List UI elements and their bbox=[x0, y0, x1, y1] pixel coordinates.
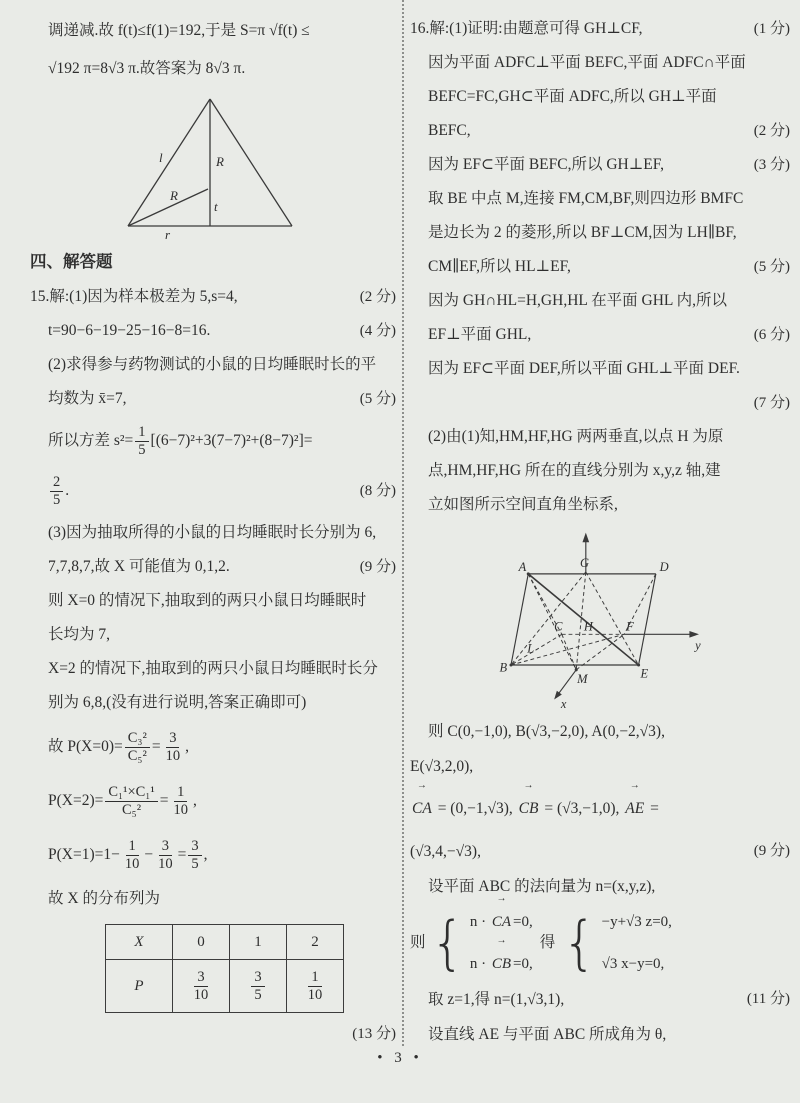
formula: 所以方差 s²= $\frac{1}{5}$ [(6−7)²+3(7−7)²+(8−7)²]= bbox=[48, 423, 313, 458]
formula: P(X=1)=1− $\frac{1}{10}$ − $\frac{3}{10}$ = $\frac{3}{5}$ , bbox=[48, 837, 208, 872]
line-text: (3)因为抽取所得的小鼠的日均睡眠时长分别为 6, bbox=[48, 524, 377, 541]
solution-line bbox=[410, 488, 790, 522]
solution-line bbox=[30, 618, 396, 652]
table-cell: 0 bbox=[173, 925, 230, 960]
formula-line bbox=[30, 774, 396, 828]
coordinate-figure bbox=[410, 524, 790, 712]
solution-line bbox=[410, 1017, 790, 1052]
system-connector: 得 bbox=[539, 934, 556, 951]
score-label: (2 分) bbox=[753, 123, 790, 139]
line-text: X=2 的情况下,抽取到的两只小鼠日均睡眠时长分 bbox=[48, 660, 378, 677]
line-text: 取 BE 中点 M,连接 FM,CM,BF,则四边形 BMFC bbox=[428, 190, 744, 207]
distribution-table bbox=[105, 924, 344, 1013]
solution-line bbox=[410, 454, 790, 488]
line-text: 16.解:(1)证明:由题意可得 GH⊥CF, bbox=[410, 20, 643, 37]
score-label: (2 分) bbox=[359, 289, 396, 305]
line-text: 均数为 x̄=7, bbox=[48, 390, 127, 407]
table-cell: 1 bbox=[230, 925, 287, 960]
vertex-label-c: C bbox=[554, 619, 563, 634]
vertex-label-a: A bbox=[518, 560, 527, 574]
vertex-label-d: D bbox=[659, 560, 669, 574]
table-cell: 2 bbox=[287, 925, 344, 960]
left-brace: { bbox=[430, 908, 465, 977]
equation-system-line bbox=[410, 904, 790, 982]
score-label: (7 分) bbox=[753, 395, 790, 411]
solution-line bbox=[410, 749, 790, 784]
formula-line bbox=[410, 784, 790, 834]
line-text: 15.解:(1)因为样本极差为 5,s=4, bbox=[30, 288, 238, 305]
line-text: BEFC, bbox=[428, 122, 471, 139]
line-text: √192 π=8√3 π.故答案为 8√3 π. bbox=[48, 60, 246, 77]
score-label: (3 分) bbox=[753, 157, 790, 173]
left-brace: { bbox=[562, 908, 597, 977]
line-text: EF⊥平面 GHL, bbox=[428, 326, 532, 343]
system-prefix: 则 bbox=[410, 934, 426, 951]
vertex-label-e: E bbox=[640, 666, 649, 681]
radius-lower-label: R bbox=[170, 188, 178, 203]
table-row bbox=[106, 925, 344, 960]
line-text: (2)求得参与药物测试的小鼠的日均睡眠时长的平 bbox=[48, 356, 377, 373]
solution-line bbox=[30, 348, 396, 382]
formula-line bbox=[30, 720, 396, 774]
score-label: (4 分) bbox=[359, 323, 396, 339]
solution-line bbox=[30, 314, 396, 348]
score-line bbox=[410, 386, 790, 420]
score-label: (8 分) bbox=[359, 483, 396, 499]
score-label: (5 分) bbox=[753, 259, 790, 275]
solution-line bbox=[410, 148, 790, 182]
solution-line bbox=[410, 250, 790, 284]
solution-line bbox=[30, 50, 396, 88]
solution-line bbox=[410, 352, 790, 386]
vertex-label-h: H bbox=[583, 619, 593, 634]
line-text: 因为平面 ADFC⊥平面 BEFC,平面 ADFC∩平面 bbox=[428, 54, 746, 71]
table-cell: $\frac{3}{10}$ bbox=[173, 960, 230, 1013]
slant-height-label: l bbox=[159, 150, 163, 165]
solution-line bbox=[410, 869, 790, 904]
line-text: 立如图所示空间直角坐标系, bbox=[428, 496, 618, 513]
score-label: (1 分) bbox=[753, 21, 790, 37]
line-text: 取 z=1,得 n=(1,√3,1), bbox=[428, 991, 565, 1008]
formula: $\frac{2}{5}$ . bbox=[48, 474, 69, 508]
solution-line bbox=[30, 652, 396, 686]
vertex-label-b: B bbox=[499, 660, 508, 675]
line-text: 则 C(0,−1,0), B(√3,−2,0), A(0,−2,√3), bbox=[428, 723, 665, 740]
line-text: 因为 EF⊂平面 DEF,所以平面 GHL⊥平面 DEF. bbox=[428, 360, 740, 377]
line-text: 点,HM,HF,HG 所在的直线分别为 x,y,z 轴,建 bbox=[428, 462, 721, 479]
line-text: BEFC=FC,GH⊂平面 ADFC,所以 GH⊥平面 bbox=[428, 88, 717, 105]
formula: → CA = (0,−1,√3), → CB = (√3,−1,0), → AE = bbox=[410, 792, 659, 826]
solution-line bbox=[410, 114, 790, 148]
equation-system bbox=[410, 905, 672, 981]
line-text: 是边长为 2 的菱形,所以 BF⊥CM,因为 LH∥BF, bbox=[428, 224, 737, 241]
line-text: 则 X=0 的情况下,抽取到的两只小鼠日均睡眠时 bbox=[48, 592, 367, 609]
solution-line bbox=[410, 182, 790, 216]
solution-line bbox=[30, 516, 396, 550]
vertex-label-g: G bbox=[580, 556, 590, 571]
score-label: (11 分) bbox=[746, 991, 790, 1007]
base-radius-label: r bbox=[165, 227, 171, 242]
solution-line bbox=[410, 80, 790, 114]
solution-line bbox=[30, 280, 396, 314]
table-cell: $\frac{1}{10}$ bbox=[287, 960, 344, 1013]
score-label: (9 分) bbox=[753, 843, 790, 859]
line-text: 故 X 的分布列为 bbox=[48, 890, 160, 907]
line-text: 调递减.故 f(t)≤f(1)=192,于是 S=π √f(t) ≤ bbox=[48, 22, 310, 39]
y-axis-label: y bbox=[695, 638, 701, 653]
vertex-label-l: L bbox=[527, 641, 535, 656]
left-column bbox=[30, 12, 396, 1051]
radius-upper-label: R bbox=[216, 154, 224, 169]
table-cell: $\frac{3}{5}$ bbox=[230, 960, 287, 1013]
vertex-label-m: M bbox=[577, 672, 588, 687]
score-label: (6 分) bbox=[753, 327, 790, 343]
solution-line bbox=[410, 12, 790, 46]
solution-line bbox=[410, 318, 790, 352]
x-axis-label: x bbox=[560, 697, 567, 712]
triangle-figure bbox=[30, 92, 396, 242]
formula-line bbox=[30, 828, 396, 882]
line-text: 设直线 AE 与平面 ABC 所成角为 θ, bbox=[428, 1026, 667, 1043]
line-text: 长均为 7, bbox=[48, 626, 111, 643]
score-line bbox=[30, 1017, 396, 1051]
solution-line bbox=[410, 46, 790, 80]
formula-line bbox=[30, 416, 396, 466]
system-left-equations: n · → CA =0, n · → CB =0, bbox=[470, 905, 533, 981]
solution-line bbox=[30, 686, 396, 720]
score-label: (13 分) bbox=[352, 1026, 396, 1042]
solution-line bbox=[410, 216, 790, 250]
line-text: 设平面 ABC 的法向量为 n=(x,y,z), bbox=[428, 878, 656, 895]
solution-line bbox=[410, 284, 790, 318]
formula: 故 P(X=0)= $\frac{\text{C₃²}}{\text{C₅²}}$ = $\frac{3}{10}$ , bbox=[48, 729, 189, 764]
line-text: E(√3,2,0), bbox=[410, 758, 474, 775]
line-text: 因为 GH∩HL=H,GH,HL 在平面 GHL 内,所以 bbox=[428, 292, 728, 309]
score-label: (5 分) bbox=[359, 391, 396, 407]
table-cell: P bbox=[106, 960, 173, 1013]
table-row bbox=[106, 960, 344, 1013]
solution-line bbox=[30, 382, 396, 416]
system-right-equations: −y+√3 z=0, √3 x−y=0, bbox=[601, 914, 672, 972]
line-text: 7,7,8,7,故 X 可能值为 0,1,2. bbox=[48, 558, 230, 575]
solution-line bbox=[30, 550, 396, 584]
solution-line bbox=[410, 834, 790, 869]
score-label: (9 分) bbox=[359, 559, 396, 575]
solution-line bbox=[30, 584, 396, 618]
t-label: t bbox=[214, 199, 218, 214]
line-text: 别为 6,8,(没有进行说明,答案正确即可) bbox=[48, 694, 307, 711]
line-text: (√3,4,−√3), bbox=[410, 843, 481, 860]
solution-line bbox=[30, 12, 396, 50]
line-text: (2)由(1)知,HM,HF,HG 两两垂直,以点 H 为原 bbox=[428, 428, 724, 445]
solution-line bbox=[30, 882, 396, 916]
right-column bbox=[410, 12, 790, 1052]
vertex-label-f: F bbox=[626, 619, 634, 634]
formula-line bbox=[30, 466, 396, 516]
line-text: CM∥EF,所以 HL⊥EF, bbox=[428, 258, 571, 275]
page-number: • 3 • bbox=[377, 1050, 423, 1066]
solution-line bbox=[410, 714, 790, 749]
formula: P(X=2)= $\frac{\text{C₁¹×C₁¹}}{\text{C₅²}}$ = $\frac{1}{10}$ , bbox=[48, 783, 197, 818]
table-cell: X bbox=[106, 925, 173, 960]
solution-line bbox=[410, 420, 790, 454]
line-text: 因为 EF⊂平面 BEFC,所以 GH⊥EF, bbox=[428, 156, 665, 173]
section-heading: 四、解答题 bbox=[30, 252, 113, 271]
column-divider bbox=[402, 0, 404, 1046]
solution-line bbox=[410, 982, 790, 1017]
line-text: t=90−6−19−25−16−8=16. bbox=[48, 322, 211, 339]
